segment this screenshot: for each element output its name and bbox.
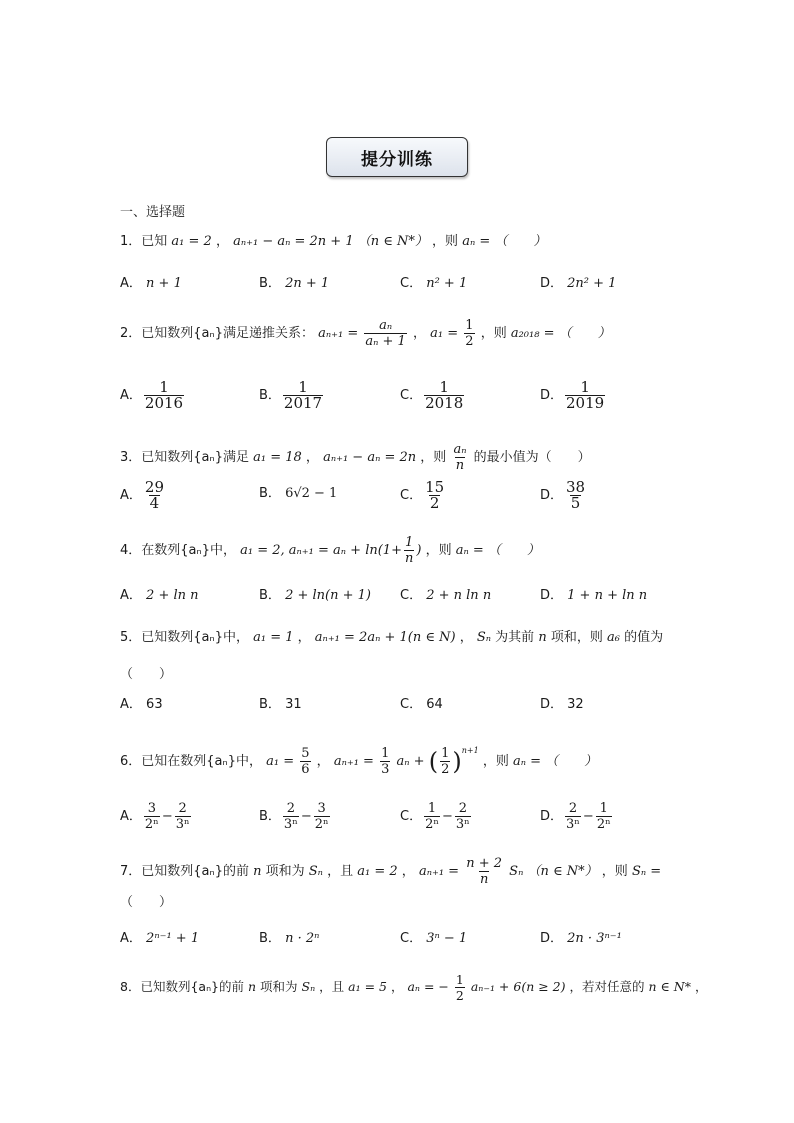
question-6 (120, 741, 597, 777)
option-label: D． (540, 588, 564, 603)
q6-stem-tail: ，则 (482, 754, 509, 769)
q5-stem-c: 项和，则 (550, 630, 603, 645)
option-label: B． (259, 588, 281, 603)
q7-condition-3: （n ∈ N*） (527, 864, 598, 879)
q6-stem: 6．已知在数列{aₙ}中， (120, 754, 262, 769)
q8-recurrence-lhs: aₙ = − (407, 979, 449, 994)
q3-option-d (540, 480, 588, 511)
denominator: n (404, 551, 414, 566)
q6-ask: aₙ = （ ） (512, 754, 598, 769)
q8-stem-c: ，且 (319, 979, 345, 994)
q8-recurrence-fraction (455, 972, 465, 1003)
denominator: n (455, 458, 465, 473)
option-fraction (565, 380, 605, 411)
option-label: B． (259, 486, 281, 501)
page-title: 提分训练 (326, 137, 468, 177)
q1-condition-3: （n ∈ N*） (357, 234, 428, 249)
denominator: 2019 (566, 394, 605, 412)
denominator: 2 (455, 988, 464, 1003)
q2-option-d (540, 380, 607, 411)
option-fraction-2 (314, 801, 330, 832)
option-label: D． (540, 388, 564, 403)
option-label: C． (400, 588, 423, 603)
q6-option-b (259, 801, 332, 832)
option-fraction-2 (175, 801, 191, 832)
option-value: 1 + n + ln n (567, 588, 648, 603)
denominator: 5 (570, 494, 581, 512)
q3-condition-1: a₁ = 18 (253, 450, 302, 465)
option-fraction-1 (424, 801, 440, 832)
option-label: D． (540, 488, 564, 503)
q7-answer-paren: （ ） (120, 895, 173, 910)
numerator: 2 (568, 801, 578, 816)
q3-option-b (259, 484, 337, 504)
q4-condition-close: ) (416, 543, 422, 558)
option-label: A． (120, 809, 142, 824)
q7-condition-1: a₁ = 2 (357, 864, 398, 879)
q5-stem-d: 的值为 (624, 630, 664, 645)
denominator: 2 (441, 762, 450, 777)
option-value: 6√2 − 1 (285, 486, 338, 501)
q2-option-c (400, 380, 466, 411)
q6-option-a (120, 801, 193, 832)
denominator: 2ⁿ (144, 817, 159, 832)
option-fraction (424, 380, 464, 411)
option-fraction-2 (596, 801, 612, 832)
denominator: 2016 (144, 394, 184, 412)
option-label: D． (540, 697, 564, 712)
option-fraction-2 (455, 801, 471, 832)
right-paren-icon: ) (452, 747, 462, 776)
option-value: 2n + 1 (285, 276, 330, 291)
option-value: 2 + ln(n + 1) (285, 588, 371, 603)
q3-option-a (120, 480, 167, 511)
q7-sn: Sₙ (308, 864, 323, 879)
q8-condition-3: n ∈ N* (648, 979, 691, 994)
option-fraction-1 (565, 801, 581, 832)
option-label: C． (400, 809, 423, 824)
numerator: 1 (439, 378, 449, 396)
q7-recurrence-fraction (465, 856, 503, 887)
q4-condition-fraction (404, 535, 414, 566)
numerator: 1 (381, 746, 390, 761)
option-value: 3ⁿ − 1 (426, 931, 468, 946)
q3-separator: ， (305, 450, 319, 465)
q6-option-c (400, 801, 473, 832)
q8-stem-e: ， (694, 979, 708, 994)
q4-stem-tail: ，则 (425, 543, 452, 558)
q4-option-d (540, 586, 647, 606)
option-fraction (144, 380, 184, 411)
denominator: 3ⁿ (455, 817, 470, 832)
q2-option-a (120, 380, 186, 411)
q6-power-exponent: n+1 (461, 746, 479, 755)
q5-option-d (540, 695, 584, 715)
numerator: 29 (144, 478, 164, 496)
q1-condition-2: aₙ₊₁ − aₙ = 2n + 1 (233, 234, 354, 249)
option-value: 63 (146, 697, 163, 712)
q1-option-c (400, 274, 467, 294)
q5-a6: a₆ (607, 630, 620, 645)
option-label: B． (259, 931, 281, 946)
q4-stem: 4．在数列{aₙ}中， (120, 543, 236, 558)
q3-condition-2: aₙ₊₁ − aₙ = 2n (323, 450, 417, 465)
q7-ask: Sₙ = (631, 864, 662, 879)
question-5 (120, 628, 663, 648)
q2-stem-tail: ，则 (480, 326, 507, 341)
q5-separator-2: ， (459, 630, 473, 645)
q7-stem: 7．已知数列{aₙ}的前 (120, 864, 249, 879)
option-value: 2 + n ln n (426, 588, 492, 603)
q7-recurrence-lhs: aₙ₊₁ = (418, 864, 460, 879)
section-heading: 一、选择题 (120, 205, 186, 220)
numerator: 1 (599, 801, 608, 816)
q7-stem-c: ，且 (327, 864, 354, 879)
minus-icon: − (582, 809, 594, 824)
q5-option-c (400, 695, 443, 715)
denominator: 2 (429, 494, 440, 512)
question-2 (120, 318, 611, 349)
q4-ask: aₙ = （ ） (455, 543, 540, 558)
q2-recurrence-lhs: aₙ₊₁ = (318, 326, 359, 341)
minus-icon: − (441, 809, 453, 824)
option-label: A． (120, 931, 142, 946)
numerator: n + 2 (466, 856, 503, 871)
denominator: 2ⁿ (425, 817, 439, 832)
numerator: 1 (465, 318, 474, 333)
option-value: n · 2ⁿ (285, 931, 320, 946)
option-value: 31 (285, 697, 302, 712)
q8-stem: 8．已知数列{aₙ}的前 (120, 979, 244, 994)
q7-option-b (259, 929, 319, 949)
denominator: 3ⁿ (175, 817, 190, 832)
q1-separator: ， (215, 234, 229, 249)
question-8 (120, 972, 707, 1003)
q8-separator: ， (390, 979, 404, 994)
numerator: aₙ (453, 442, 467, 457)
option-label: A． (120, 588, 142, 603)
q7-option-c (400, 929, 467, 949)
denominator: 4 (149, 494, 160, 512)
option-label: A． (120, 697, 142, 712)
numerator: 1 (441, 746, 450, 761)
numerator: 1 (455, 972, 464, 987)
q4-condition: a₁ = 2, aₙ₊₁ = aₙ + ln(1+ (240, 543, 402, 558)
denominator: 2017 (283, 394, 323, 412)
option-label: A． (120, 276, 142, 291)
option-value: 32 (567, 697, 584, 712)
minus-icon: − (300, 809, 312, 824)
numerator: 2 (458, 801, 467, 816)
q7-option-a (120, 929, 199, 949)
q5-option-b (259, 695, 302, 715)
q2-initial-lhs: a₁ = (430, 326, 459, 341)
option-value: n + 1 (146, 276, 182, 291)
denominator: n (479, 872, 489, 887)
numerator: 15 (425, 478, 445, 496)
q1-option-d (540, 274, 616, 294)
q1-condition-1: a₁ = 2 (171, 234, 212, 249)
q6-initial-fraction (300, 746, 310, 777)
q5-condition-2: aₙ₊₁ = 2aₙ + 1(n ∈ N) (314, 630, 456, 645)
question-1 (120, 232, 546, 252)
denominator: 2 (465, 334, 474, 349)
q5-sn: Sₙ (476, 630, 492, 645)
option-value: 2 + ln n (146, 588, 199, 603)
option-fraction (283, 380, 323, 411)
q5-stem: 5．已知数列{aₙ}中， (120, 630, 249, 645)
option-value: 2n · 3ⁿ⁻¹ (567, 931, 622, 946)
q8-n: n (247, 979, 257, 994)
q5-separator: ， (297, 630, 311, 645)
option-fraction (424, 480, 445, 511)
option-label: D． (540, 809, 564, 824)
q7-n: n (253, 864, 262, 879)
option-value: n² + 1 (426, 276, 468, 291)
option-label: A． (120, 488, 142, 503)
numerator: 1 (580, 378, 590, 396)
q1-option-b (259, 274, 329, 294)
option-label: C． (400, 697, 423, 712)
q2-ask: a₂₀₁₈ = （ ） (510, 326, 611, 341)
option-label: B． (259, 388, 281, 403)
q6-recurrence-mid: aₙ + (396, 754, 425, 769)
numerator: 1 (405, 535, 414, 550)
option-label: B． (259, 276, 281, 291)
question-4 (120, 535, 540, 566)
q3-ratio-fraction (452, 442, 467, 473)
option-value: 2n² + 1 (567, 276, 617, 291)
numerator: 1 (427, 801, 437, 816)
option-fraction (144, 480, 165, 511)
numerator: 5 (301, 746, 310, 761)
q3-stem-end: 的最小值为（ ） (473, 450, 591, 465)
option-value: 2ⁿ⁻¹ + 1 (146, 931, 200, 946)
q1-option-a (120, 274, 182, 294)
q7-recurrence-tail: Sₙ (509, 864, 524, 879)
denominator: 2018 (425, 394, 464, 412)
option-label: C． (400, 276, 423, 291)
option-label: C． (400, 488, 423, 503)
q6-recurrence-fraction (380, 746, 390, 777)
denominator: 3ⁿ (283, 817, 298, 832)
numerator: 2 (286, 801, 296, 816)
q2-option-b (259, 380, 325, 411)
q7-option-d (540, 929, 622, 949)
option-label: B． (259, 697, 281, 712)
numerator: 38 (566, 478, 586, 496)
q1-stem: 1．已知 (120, 234, 168, 249)
q2-recurrence-fraction (364, 318, 406, 349)
numerator: 1 (298, 378, 308, 396)
q6-initial-lhs: a₁ = (266, 754, 295, 769)
option-label: A． (120, 388, 142, 403)
q5-option-a (120, 695, 163, 715)
question-7 (120, 856, 661, 887)
option-label: C． (400, 931, 423, 946)
option-label: B． (259, 809, 281, 824)
denominator: aₙ + 1 (365, 334, 406, 349)
q4-option-b (259, 586, 371, 606)
q2-initial-fraction (464, 318, 474, 349)
option-label: D． (540, 931, 564, 946)
q1-stem-tail: ，则 (432, 234, 459, 249)
q8-recurrence-tail: aₙ₋₁ + 6(n ≥ 2) (470, 979, 566, 994)
q7-separator: ， (401, 864, 415, 879)
q8-condition-1: a₁ = 5 (348, 979, 387, 994)
q3-option-c (400, 480, 447, 511)
q4-option-a (120, 586, 199, 606)
option-fraction-1 (283, 801, 299, 832)
question-3 (120, 442, 591, 473)
numerator: 3 (317, 801, 326, 816)
q4-option-c (400, 586, 491, 606)
q3-stem: 3．已知数列{aₙ}满足 (120, 450, 249, 465)
q5-stem-b: 为其前 (495, 630, 535, 645)
q5-condition-1: a₁ = 1 (253, 630, 294, 645)
q2-separator: ， (412, 326, 426, 341)
q2-stem: 2．已知数列{aₙ}满足递推关系： (120, 326, 314, 341)
q7-stem-d: ，则 (601, 864, 628, 879)
option-fraction (565, 480, 586, 511)
q6-recurrence-lhs: aₙ₊₁ = (333, 754, 374, 769)
numerator: 1 (159, 378, 169, 396)
denominator: 6 (301, 762, 310, 777)
q8-sn: Sₙ (301, 979, 316, 994)
denominator: 3ⁿ (566, 817, 580, 832)
q8-stem-b: 项和为 (260, 979, 298, 994)
q5-n: n (538, 630, 547, 645)
option-fraction-1 (144, 801, 160, 832)
q6-option-d (540, 801, 614, 832)
q3-stem-tail: ，则 (420, 450, 447, 465)
q5-answer-paren: （ ） (120, 667, 173, 682)
option-label: D． (540, 276, 564, 291)
q8-stem-d: ，若对任意的 (569, 979, 645, 994)
option-value: 64 (426, 697, 443, 712)
left-paren-icon: ( (428, 747, 439, 776)
q7-stem-b: 项和为 (265, 864, 305, 879)
numerator: aₙ (379, 318, 393, 333)
q6-power-fraction (440, 746, 450, 777)
numerator: 3 (147, 801, 156, 816)
q6-separator: ， (316, 754, 330, 769)
numerator: 2 (178, 801, 187, 816)
minus-icon: − (161, 809, 173, 824)
denominator: 2ⁿ (314, 817, 329, 832)
denominator: 2ⁿ (596, 817, 611, 832)
option-label: C． (400, 388, 423, 403)
denominator: 3 (381, 762, 390, 777)
q1-ask: aₙ = （ ） (462, 234, 547, 249)
